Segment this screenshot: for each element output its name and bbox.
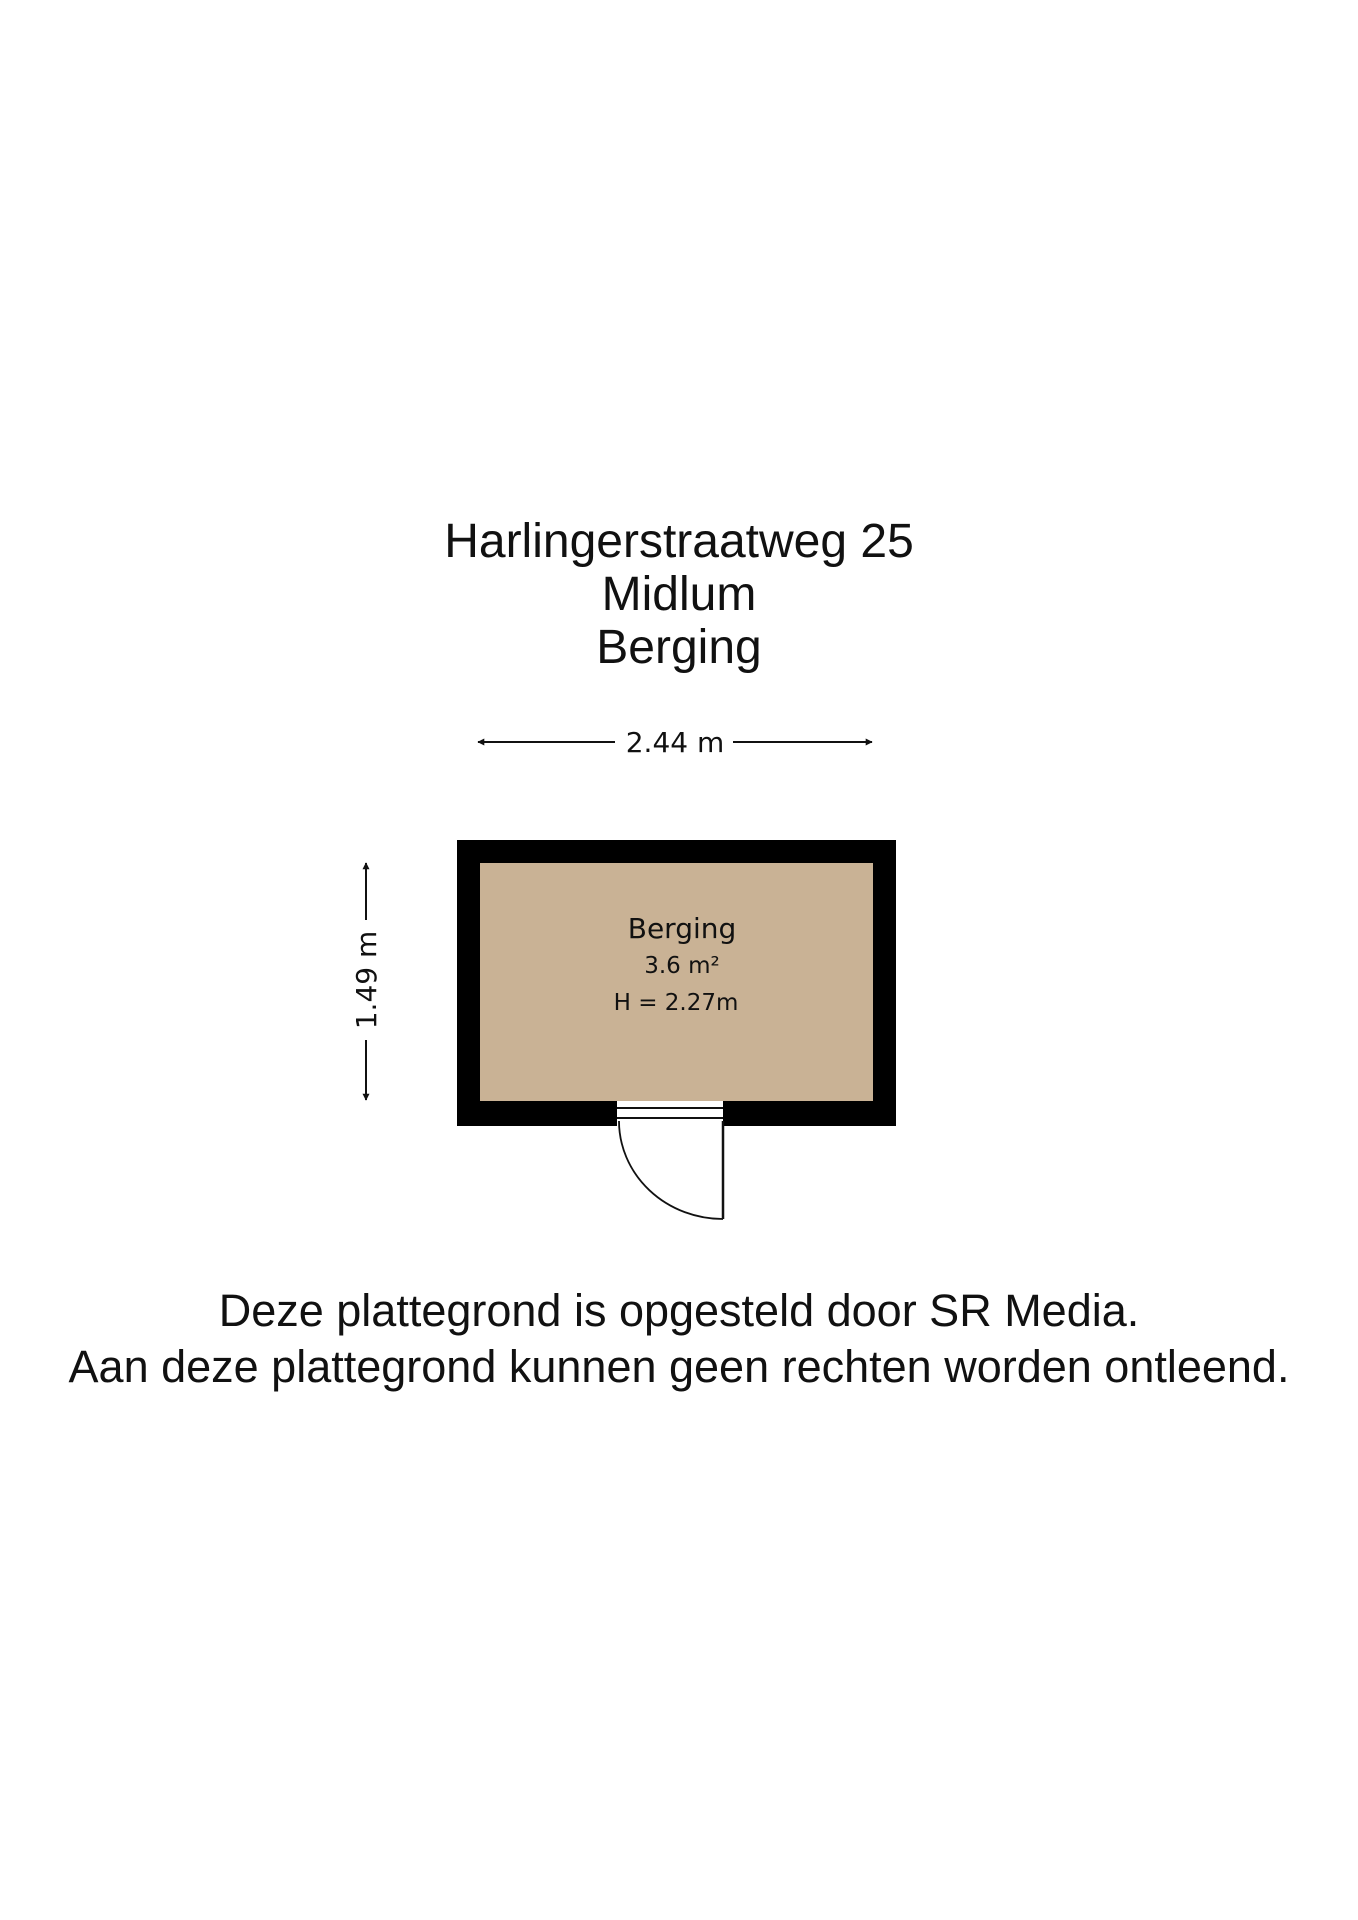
door-jamb-left (605, 1101, 617, 1126)
width-dimension (478, 726, 872, 759)
address-title: Harlingerstraatweg 25 (444, 515, 914, 568)
floor-title: Berging (596, 621, 762, 674)
height-dimension-label: 1.49 m (350, 930, 383, 1030)
room-name: Berging (627, 912, 737, 945)
room-height: H = 2.27m (613, 990, 739, 1016)
door-swing (619, 1121, 723, 1219)
door-arc (619, 1121, 723, 1219)
room-walls (457, 840, 896, 1126)
door-jamb-right (723, 1101, 735, 1126)
width-dimension-label: 2.44 m (625, 726, 725, 759)
door-opening (605, 1101, 735, 1126)
room-floor (480, 863, 873, 1101)
disclaimer-line-2: Aan deze plattegrond kunnen geen rechten worden ontleend. (68, 1341, 1290, 1392)
room-area: 3.6 m² (644, 953, 720, 979)
disclaimer (0, 1283, 1358, 1395)
city-title: Midlum (601, 568, 757, 621)
disclaimer-line-1: Deze plattegrond is opgesteld door SR Media. (218, 1285, 1140, 1336)
height-dimension (350, 863, 383, 1100)
